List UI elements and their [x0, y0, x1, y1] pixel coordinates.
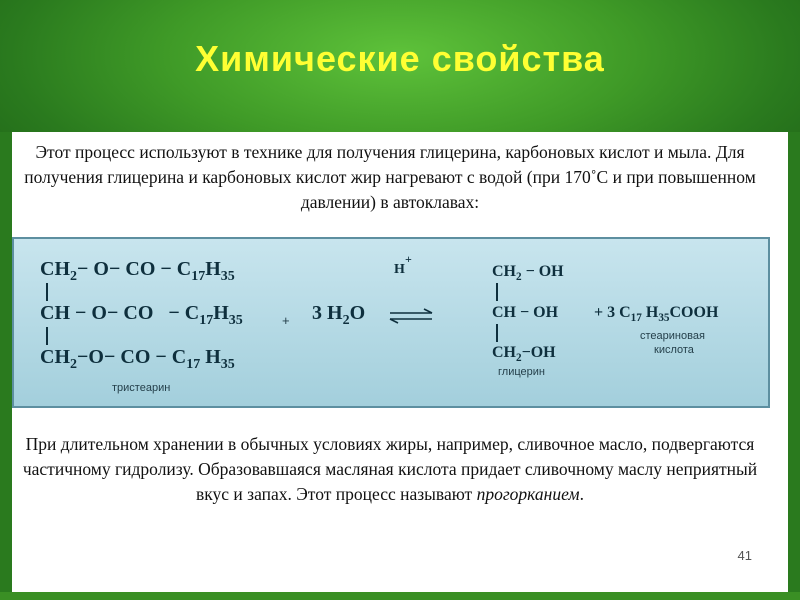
glycerol-row-1: $CH_2$ − OH	[492, 263, 564, 284]
triglyceride-row-1: $CH_2- O-$ CO − $C_{17}H_{35}$	[40, 258, 235, 284]
rancidity-paragraph: При длительном хранении в обычных условиях жиры, например, сливочное масло, подвергаются частичному гидролизу. Образовавшаяся масляная кислота придает сливочному маслу неприятный вкус и запах. Этот процесс называют прогорканием.	[22, 434, 758, 504]
glycerol-label: глицерин	[498, 366, 545, 378]
glycerol-row-3: $CH_2-OH$	[492, 344, 556, 365]
emphasized-term: прогорканием	[476, 484, 580, 504]
slide-header	[0, 0, 800, 132]
catalyst-label: H	[394, 262, 405, 277]
plus-sign: +	[282, 313, 290, 328]
stearic-acid-formula: + 3 $C_{17}$ $H_{35}COOH$	[594, 304, 719, 325]
triglyceride-row-2: CH − O− CO − $C_{17}H_{35}$	[40, 302, 243, 328]
bond-line	[496, 324, 498, 342]
bottom-strip	[0, 592, 800, 600]
bond-line	[46, 283, 48, 301]
triglyceride-row-3: $CH_2-O-$ CO − $C_{17}$ $H_{35}$	[40, 346, 235, 372]
tristearin-label: тристеарин	[112, 382, 171, 394]
bond-line	[46, 327, 48, 345]
intro-paragraph: Этот процесс используют в технике для получения глицерина, карбоновых кислот и мыла. Для получения глицерина и карбоновых кислот жир нагревают с водой (при 170˚С и при повышенном давлении) в автоклавах:	[24, 142, 756, 212]
equilibrium-arrow-icon	[388, 308, 434, 324]
glycerol-row-2: CH − OH	[492, 304, 559, 321]
slide-title: Химические свойства	[195, 38, 605, 79]
stearic-acid-label-2: кислота	[654, 344, 694, 356]
bond-line	[496, 283, 498, 301]
catalyst-charge: +	[405, 252, 412, 266]
water-formula: 3 $H_2O$	[312, 302, 366, 328]
page-number: 41	[737, 548, 752, 563]
stearic-acid-label-1: стеариновая	[640, 330, 705, 342]
